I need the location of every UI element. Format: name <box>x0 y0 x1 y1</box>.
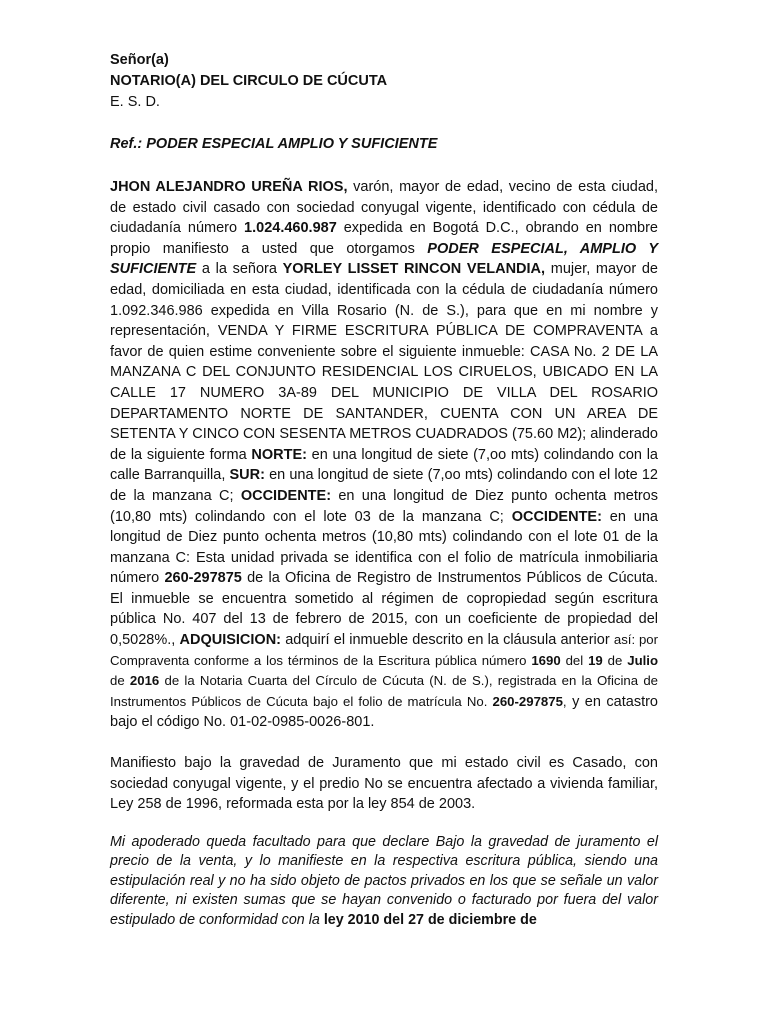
text-segment: adquirí el inmueble descrito en la cláusula anterior <box>281 632 614 649</box>
esd-line: E. S. D. <box>110 94 160 110</box>
text-segment: de <box>110 673 130 689</box>
text-segment: a la señora <box>196 261 283 278</box>
power-of-attorney-paragraph <box>110 177 658 733</box>
grantor-id-number: 1.024.460.987 <box>244 220 337 237</box>
adquisicion-label: ADQUISICION: <box>179 632 282 649</box>
boundary-sur: SUR: <box>229 467 265 484</box>
salutation: Señor(a) <box>110 52 169 68</box>
text-segment: en una longitud de siete (7,oo mts) colindando con la calle Barranquilla, <box>110 446 658 484</box>
deed-day: 19 <box>588 652 603 668</box>
oath-paragraph: Manifiesto bajo la gravedad de Juramento que mi estado civil es Casado, con sociedad conyugal vigente, y el predio No se encuentra afectado a vivienda familiar, Ley 258 de 1996, reformada esta por la ley 854 de 2003. <box>110 755 658 813</box>
text-segment: , <box>562 693 567 709</box>
text-segment: Mi apoderado queda facultado para que declare Bajo la gravedad de juramento el precio de la venta, y lo manifieste en la respectiva escritura pública, siendo una estipulación real y no ha sido objeto de pactos privados en los que se señale un valor diferente, ni existen sumas que se hayan convenido o facturado por fuera del valor estipulado de conformidad con la <box>110 833 658 928</box>
grantor-name: JHON ALEJANDRO UREÑA RIOS, <box>110 179 348 195</box>
text-segment: de la Oficina de Registro de Instrumentos Públicos de Cúcuta. El inmueble se encuentra sometido al régimen de copropiedad según escritura pública No. 407 del 13 de febrero de 2015, con un coeficiente de propiedad del 0,5028%., <box>110 570 658 649</box>
attorney-name: YORLEY LISSET RINCON VELANDIA, <box>282 261 546 278</box>
law-reference: ley 2010 del 27 de diciembre de <box>323 911 537 928</box>
text-segment: en una longitud de Diez punto ochenta metros (10,80 mts) colindando con el lote 01 de la manzana C: Esta unidad privada se identifica con el folio de matrícula inmobiliaria número <box>110 508 658 587</box>
text-segment: mujer, mayor de edad, domiciliada en esta ciudad, identificada con la cédula de ciudadanía número 1.092.346.986 expedida en Villa Rosario (N. de S.), para que en mi nombre y representación, VENDA Y FIRME ESCRITURA PÚBLICA DE COMPRAVENTA a favor de quien estime conveniente sobre el siguiente inmueble: CASA No. 2 DE LA MANZANA C DEL CONJUNTO RESIDENCIAL LOS CIRUELOS, UBICADO EN LA CALLE 17 NUMERO 3A-89 DEL MUNICIPIO DE VILLA DEL ROSARIO DEPARTAMENTO NORTE DE SANTANDER, CUENTA CON UN AREA DE SETENTA Y CINCO CON SESENTA METROS CUADRADOS (75.60 M2); alinderado de la siguiente forma <box>110 261 658 463</box>
price-declaration-paragraph <box>110 833 658 931</box>
text-segment: del <box>560 652 589 668</box>
addressee: NOTARIO(A) DEL CIRCULO DE CÚCUTA <box>110 73 388 89</box>
reference-line: Ref.: PODER ESPECIAL AMPLIO Y SUFICIENTE <box>110 136 438 152</box>
boundary-occidente-2: OCCIDENTE: <box>511 508 602 525</box>
text-segment: varón, mayor de edad, vecino de esta ciudad, de estado civil casado con sociedad conyugal vigente, identificado con cédula de ciudadanía número <box>110 179 658 237</box>
text-segment: y en catastro bajo el código No. 01-02-0985-0026-801. <box>110 693 658 731</box>
deed-month: Julio <box>627 652 659 668</box>
text-segment: de <box>602 652 628 668</box>
deed-year: 2016 <box>129 673 160 689</box>
boundary-norte: NORTE: <box>251 446 307 463</box>
deed-number: 1690 <box>531 652 561 668</box>
text-segment: expedida en Bogotá D.C., obrando en nombre propio manifiesto a usted que otorgamos <box>110 220 658 257</box>
text-segment: de la Notaria Cuarta del Círculo de Cúcuta (N. de S.), registrada en la Oficina de Instrumentos Públicos de Cúcuta bajo el folio de matrícula No. <box>110 673 658 709</box>
registry-folio: 260-297875 <box>492 693 563 709</box>
folio-number: 260-297875 <box>164 570 242 587</box>
text-segment: así: por Compraventa conforme a los términos de la Escritura pública número <box>110 632 659 668</box>
power-type: PODER ESPECIAL, AMPLIO Y SUFICIENTE <box>110 240 658 278</box>
boundary-occidente-1: OCCIDENTE: <box>240 487 332 504</box>
text-segment: en una longitud de Diez punto ochenta metros (10,80 mts) colindando con el lote 03 de la manzana C; <box>110 487 658 525</box>
text-segment: en una longitud de siete (7,oo mts) colindando con el lote 12 de la manzana C; <box>110 467 658 504</box>
